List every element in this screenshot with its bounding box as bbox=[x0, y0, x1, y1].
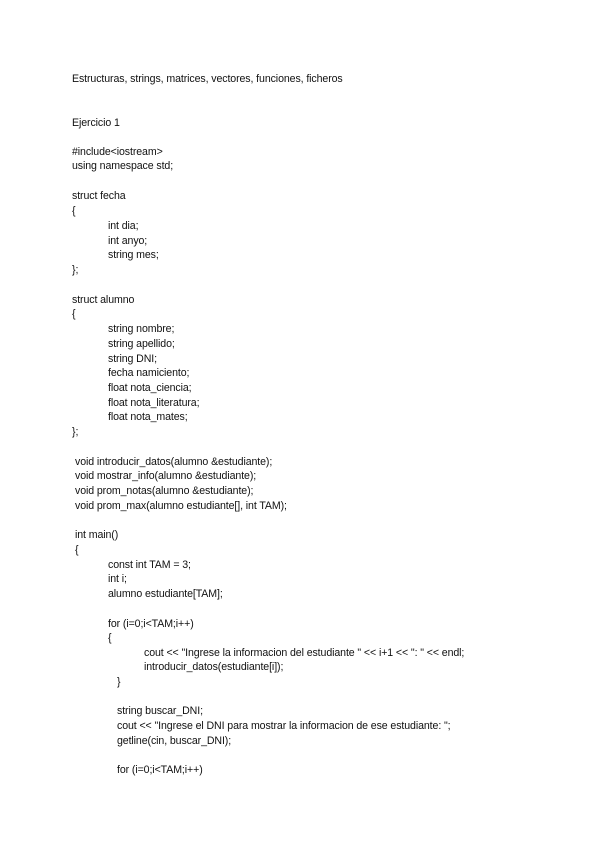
code-line: float nota_mates; bbox=[108, 411, 188, 423]
code-line: fecha namiciento; bbox=[108, 367, 190, 379]
code-line: cout << "Ingrese la informacion del estudiante " << i+1 << ": " << endl; bbox=[144, 647, 465, 659]
code-line: { bbox=[108, 632, 112, 644]
code-line: { bbox=[75, 544, 79, 556]
code-line: for (i=0;i<TAM;i++) bbox=[117, 764, 203, 776]
code-line: void mostrar_info(alumno &estudiante); bbox=[75, 470, 257, 482]
code-line: string apellido; bbox=[108, 338, 175, 350]
code-line: for (i=0;i<TAM;i++) bbox=[108, 618, 194, 630]
code-line: int i; bbox=[108, 573, 127, 585]
document-title: Estructuras, strings, matrices, vectores, funciones, ficheros bbox=[72, 73, 343, 85]
code-line: int dia; bbox=[108, 220, 139, 232]
code-line: { bbox=[72, 308, 76, 320]
code-line: string DNI; bbox=[108, 353, 157, 365]
code-line: using namespace std; bbox=[72, 160, 174, 172]
code-line: int anyo; bbox=[108, 235, 148, 247]
code-line: #include<iostream> bbox=[72, 146, 163, 158]
code-line: const int TAM = 3; bbox=[108, 559, 191, 571]
code-line: string nombre; bbox=[108, 323, 175, 335]
code-line: alumno estudiante[TAM]; bbox=[108, 588, 223, 600]
code-line: { bbox=[72, 205, 76, 217]
code-line: void prom_notas(alumno &estudiante); bbox=[75, 485, 254, 497]
code-line: struct alumno bbox=[72, 294, 135, 306]
exercise-heading: Ejercicio 1 bbox=[72, 117, 120, 129]
code-line: cout << "Ingrese el DNI para mostrar la informacion de ese estudiante: "; bbox=[117, 720, 451, 732]
code-line: int main() bbox=[75, 529, 119, 541]
code-line: void prom_max(alumno estudiante[], int TAM); bbox=[75, 500, 287, 512]
code-line: float nota_ciencia; bbox=[108, 382, 192, 394]
code-line: string mes; bbox=[108, 249, 159, 261]
code-line: introducir_datos(estudiante[i]); bbox=[144, 661, 284, 673]
code-line: }; bbox=[72, 264, 79, 276]
code-line: float nota_literatura; bbox=[108, 397, 200, 409]
code-line: void introducir_datos(alumno &estudiante); bbox=[75, 456, 273, 468]
code-line: }; bbox=[72, 426, 79, 438]
code-line: string buscar_DNI; bbox=[117, 705, 203, 717]
code-line: struct fecha bbox=[72, 190, 126, 202]
code-line: } bbox=[117, 676, 121, 688]
code-line: getline(cin, buscar_DNI); bbox=[117, 735, 232, 747]
